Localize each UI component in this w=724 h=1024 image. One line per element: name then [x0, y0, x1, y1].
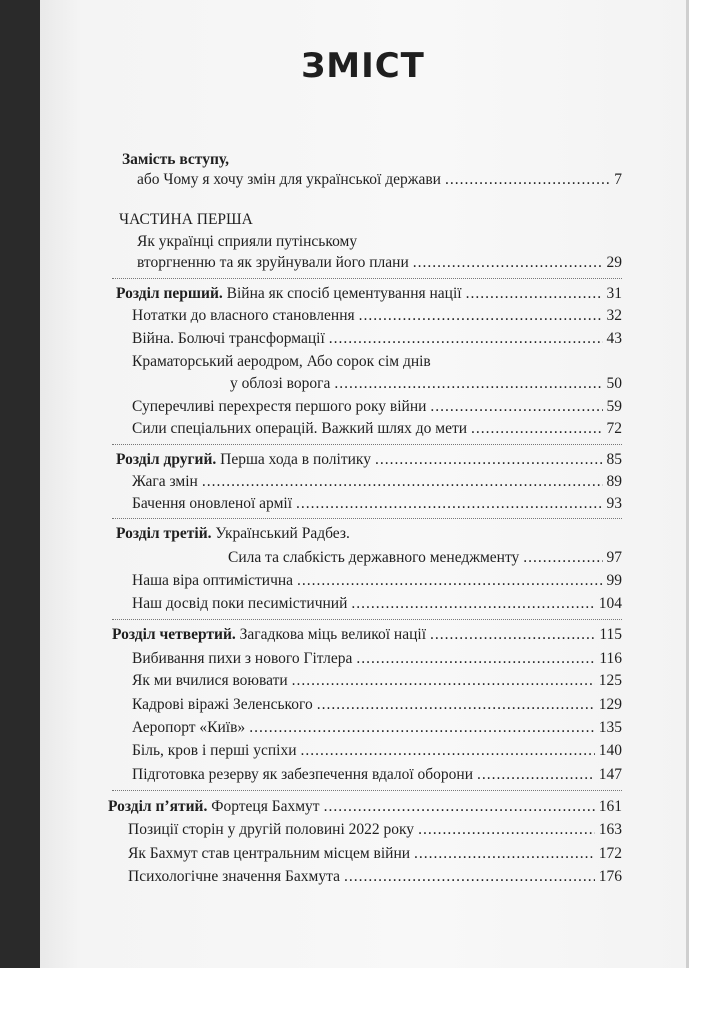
page-number: 93	[606, 495, 622, 512]
page-number: 99	[606, 572, 622, 589]
toc-entry-title: Вибивання пихи з нового Гітлера	[132, 650, 353, 667]
toc-entry[interactable]	[132, 571, 622, 591]
toc-entry-part-one[interactable]	[137, 253, 622, 273]
toc-chapter-1[interactable]	[116, 284, 622, 304]
intro-heading: Замість вступу,	[122, 151, 229, 168]
toc-entry-title: Біль, кров і перші успіхи	[132, 742, 297, 759]
toc-entry[interactable]	[132, 765, 622, 785]
toc-chapter-5[interactable]	[108, 797, 622, 817]
page-number: 7	[614, 171, 622, 188]
page-number: 115	[599, 626, 622, 643]
toc-entry[interactable]	[230, 374, 622, 394]
dot-leader	[300, 741, 594, 761]
page-number: 29	[606, 254, 622, 271]
toc-entry-title: у облозі ворога	[230, 375, 331, 392]
dot-leader	[329, 329, 603, 349]
dot-leader	[202, 472, 603, 492]
section-divider	[112, 518, 622, 519]
page-number: 161	[598, 798, 622, 815]
part-heading: ЧАСТИНА ПЕРША	[119, 211, 253, 228]
toc-entry-title: Як Бахмут став центральним місцем війни	[128, 845, 411, 862]
dot-leader	[471, 419, 602, 439]
chapter-title: Фортеця Бахмут	[211, 798, 320, 815]
dot-leader	[351, 594, 594, 614]
page-number: 135	[598, 719, 622, 736]
dot-leader	[356, 649, 595, 669]
toc-entry[interactable]	[132, 329, 622, 349]
chapter-title: Загадкова міць великої нації	[239, 626, 427, 643]
dot-leader	[430, 625, 595, 645]
page-number: 163	[598, 821, 622, 838]
toc-entry-line: Як українці сприяли путінському	[137, 233, 358, 250]
page-number: 140	[598, 742, 622, 759]
dot-leader	[324, 797, 595, 817]
toc-entry-title: Аеропорт «Київ»	[132, 719, 246, 736]
page-number: 89	[606, 473, 622, 490]
toc-entry-title: Сили спеціальних операцій. Важкий шлях до мети	[132, 420, 468, 437]
page-title: ЗМІСТ	[301, 46, 425, 86]
dot-leader	[466, 284, 603, 304]
page-number: 104	[598, 595, 622, 612]
dot-leader	[359, 306, 603, 326]
page-number: 72	[606, 420, 622, 437]
chapter-title: Сила та слабкість державного менеджменту	[228, 549, 520, 566]
page-number: 85	[606, 451, 622, 468]
section-divider	[112, 619, 622, 620]
dot-leader	[477, 765, 595, 785]
toc-entry[interactable]	[132, 494, 622, 514]
toc-entry-title: Суперечливі перехрестя першого року війни	[132, 398, 427, 415]
section-divider	[112, 444, 622, 445]
chapter-title: Війна як спосіб цементування нації	[226, 285, 462, 302]
chapter-label: Розділ другий.	[116, 451, 217, 468]
toc-entry-title: Бачення оновленої армії	[132, 495, 292, 512]
toc-entry[interactable]	[132, 397, 622, 417]
page-number: 50	[606, 375, 622, 392]
page-number: 172	[598, 845, 622, 862]
dot-leader	[523, 548, 602, 568]
toc-entry[interactable]	[132, 718, 622, 738]
dot-leader	[317, 695, 595, 715]
page-number: 147	[598, 766, 622, 783]
toc-entry-title: Психологічне значення Бахмута	[128, 868, 340, 885]
page-number: 59	[606, 398, 622, 415]
section-divider	[112, 278, 622, 279]
section-divider	[112, 790, 622, 791]
toc-chapter-4[interactable]	[112, 625, 622, 645]
page-number: 116	[599, 650, 622, 667]
toc-entry-intro[interactable]	[137, 170, 622, 190]
toc-entry[interactable]	[132, 306, 622, 326]
dot-leader	[292, 671, 595, 691]
dot-leader	[375, 450, 603, 470]
chapter-label: Розділ третій.	[116, 525, 212, 542]
dot-leader	[418, 820, 595, 840]
toc-entry[interactable]	[132, 419, 622, 439]
page-number: 97	[606, 549, 622, 566]
toc-entry-title: Жага змін	[132, 473, 198, 490]
dot-leader	[430, 397, 602, 417]
toc-entry[interactable]	[132, 649, 622, 669]
chapter-title: Перша хода в політику	[220, 451, 371, 468]
chapter-title: Український Радбез.	[215, 525, 350, 542]
toc-entry-title: Підготовка резерву як забезпечення вдалої оборони	[132, 766, 474, 783]
page-number: 176	[598, 868, 622, 885]
page-number: 129	[598, 696, 622, 713]
toc-chapter-3-line2[interactable]	[228, 548, 622, 568]
toc-entry[interactable]	[132, 472, 622, 492]
toc-entry[interactable]	[132, 741, 622, 761]
dot-leader	[414, 844, 595, 864]
page-number: 43	[606, 330, 622, 347]
toc-entry-title: Кадрові віражі Зеленського	[132, 696, 313, 713]
dot-leader	[334, 374, 602, 394]
page-number: 32	[606, 307, 622, 324]
page-number: 31	[606, 285, 622, 302]
toc-chapter-2[interactable]	[116, 450, 622, 470]
page-number: 125	[598, 672, 622, 689]
toc-chapter-3[interactable]	[116, 524, 350, 544]
dot-leader	[344, 867, 595, 887]
dot-leader	[413, 253, 603, 273]
toc-entry-title: Нотатки до власного становлення	[132, 307, 355, 324]
dot-leader	[296, 494, 603, 514]
dot-leader	[249, 718, 595, 738]
toc-entry-title: Наша віра оптимістична	[132, 572, 294, 589]
toc-entry[interactable]	[132, 594, 622, 614]
toc-entry-title: Як ми вчилися воювати	[132, 672, 288, 689]
dot-leader	[297, 571, 602, 591]
toc-entry-title: вторгненню та як зруйнували його плани	[137, 254, 409, 271]
toc-entry-title: або Чому я хочу змін для української держави	[137, 171, 441, 188]
dot-leader	[445, 170, 610, 190]
toc-entry[interactable]	[128, 844, 622, 864]
toc-entry[interactable]	[128, 820, 622, 840]
toc-entry-title: Позиції сторін у другій половині 2022 року	[128, 821, 415, 838]
toc-entry[interactable]	[128, 867, 622, 887]
toc-entry-line: Краматорський аеродром, Або сорок сім днів	[132, 353, 431, 370]
toc-entry-title: Війна. Болючі трансформації	[132, 330, 325, 347]
chapter-label: Розділ перший.	[116, 285, 223, 302]
chapter-label: Розділ четвертий.	[112, 626, 236, 643]
toc-entry-title: Наш досвід поки песимістичний	[132, 595, 348, 612]
toc-entry[interactable]	[132, 695, 622, 715]
chapter-label: Розділ п’ятий.	[108, 798, 208, 815]
toc-entry[interactable]	[132, 671, 622, 691]
